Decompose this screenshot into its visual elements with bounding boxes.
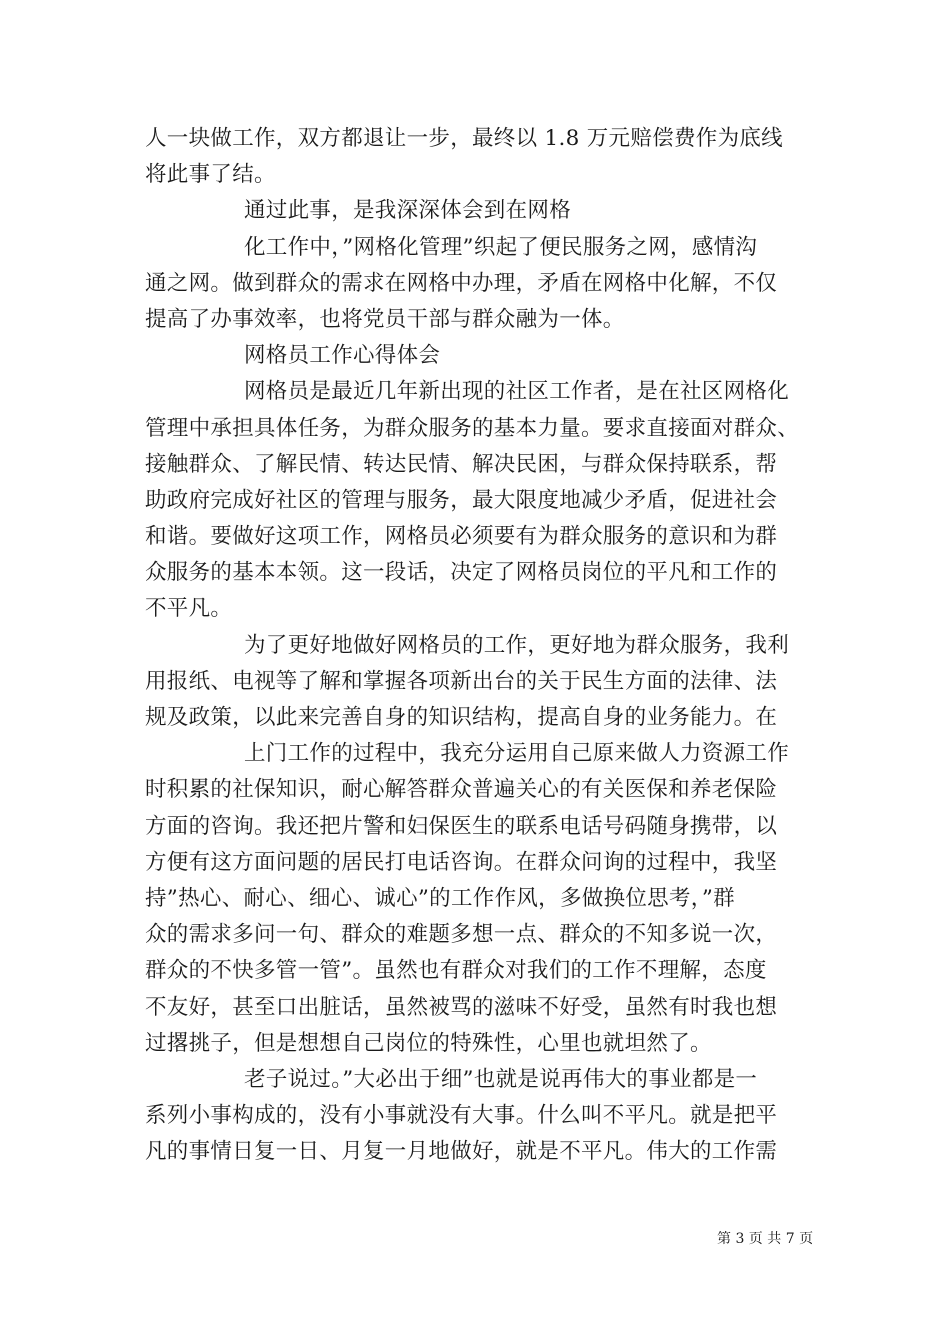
- text-line: 持”热心、耐心、细心、诚心”的工作作风，多做换位思考，”群: [145, 885, 735, 911]
- text-line: 通过此事，是我深深体会到在网格: [244, 198, 572, 224]
- text-line: 群众的不快多管一管”。虽然也有群众对我们的工作不理解，态度: [145, 958, 767, 984]
- text-line: 不平凡。: [145, 596, 233, 622]
- document-body: [145, 121, 825, 1170]
- text-line: 助政府完成好社区的管理与服务，最大限度地减少矛盾，促进社会: [145, 487, 778, 513]
- text-line: 凡的事情日复一日、月复一月地做好，就是不平凡。伟大的工作需: [145, 1139, 778, 1165]
- text-line: 人一块做工作，双方都退让一步，最终以 1.8 万元赔偿费作为底线: [145, 126, 783, 151]
- text-line: 将此事了结。: [145, 162, 276, 188]
- text-line: 用报纸、电视等了解和掌握各项新出台的关于民生方面的法律、法: [145, 668, 778, 694]
- text-line: 系列小事构成的，没有小事就没有大事。什么叫不平凡。就是把平: [145, 1103, 778, 1129]
- text-line: 为了更好地做好网格员的工作，更好地为群众服务，我利: [244, 632, 790, 658]
- text-line: 过撂挑子，但是想想自己岗位的特殊性，心里也就坦然了。: [145, 1030, 712, 1056]
- text-line: 接触群众、了解民情、转达民情、解决民困，与群众保持联系，帮: [145, 451, 778, 477]
- text-line: 众服务的基本本领。这一段话，决定了网格员岗位的平凡和工作的: [145, 560, 778, 586]
- text-line: 不友好，甚至口出脏话，虽然被骂的滋味不好受，虽然有时我也想: [145, 994, 778, 1020]
- text-line: 和谐。要做好这项工作，网格员必须要有为群众服务的意识和为群: [145, 524, 778, 550]
- text-line: 方面的咨询。我还把片警和妇保医生的联系电话号码随身携带，以: [145, 813, 778, 839]
- text-line: 提高了办事效率，也将党员干部与群众融为一体。: [145, 306, 625, 332]
- text-line: 时积累的社保知识，耐心解答群众普遍关心的有关医保和养老保险: [145, 777, 778, 803]
- text-line: 老子说过。”大必出于细”也就是说再伟大的事业都是一: [244, 1066, 758, 1092]
- text-line: 上门工作的过程中，我充分运用自己原来做人力资源工作: [244, 741, 790, 767]
- text-line: 网格员是最近几年新出现的社区工作者，是在社区网格化: [244, 379, 790, 405]
- text-line: 方便有这方面问题的居民打电话咨询。在群众问询的过程中，我坚: [145, 849, 778, 875]
- text-line: 众的需求多问一句、群众的难题多想一点、群众的不知多说一次，: [145, 922, 778, 948]
- text-line: 管理中承担具体任务，为群众服务的基本力量。要求直接面对群众、: [145, 415, 800, 441]
- text-line: 规及政策，以此来完善自身的知识结构，提高自身的业务能力。在: [145, 705, 778, 730]
- text-line: 化工作中，”网格化管理”织起了便民服务之网，感情沟: [244, 234, 758, 260]
- text-line: 通之网。做到群众的需求在网格中办理，矛盾在网格中化解，不仅: [145, 270, 778, 296]
- section-heading: 网格员工作心得体会: [244, 343, 441, 369]
- page-number: 第 3 页 共 7 页: [717, 1231, 814, 1247]
